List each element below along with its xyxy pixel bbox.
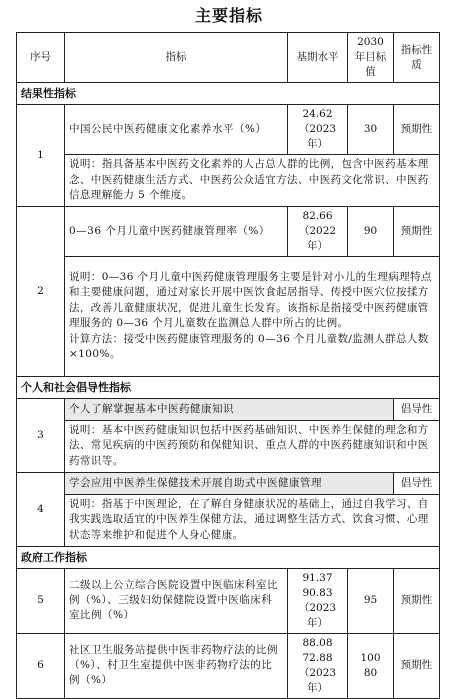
type-value: 倡导性 xyxy=(394,398,440,420)
note-row xyxy=(17,494,440,546)
row-number: 2 xyxy=(17,206,65,376)
row-number: 3 xyxy=(17,398,65,472)
type-value: 预期性 xyxy=(394,633,440,698)
page-title: 主要指标 xyxy=(194,6,263,25)
indicator-cell: 0—36 个月儿童中医药健康管理率（%） xyxy=(65,206,288,256)
table-row xyxy=(17,105,440,155)
section-row xyxy=(17,376,440,398)
type-value: 预期性 xyxy=(394,206,440,256)
section-label: 结果性指标 xyxy=(17,83,440,105)
base-value: 82.66 （2022 年） xyxy=(288,206,348,256)
note-row xyxy=(17,155,440,207)
header-indicator: 指标 xyxy=(65,33,288,83)
target-value: 95 xyxy=(348,568,394,633)
note-cell: 说明：基本中医药健康知识包括中医药基础知识、中医养生保健的理念和方法、常见疾病的中医药预防和保健知识、重点人群的中医药健康知识和中医药常识等。 xyxy=(65,420,440,472)
indicator-cell: 社区卫生服务站提供中医非药物疗法的比例（%）、村卫生室提供中医非药物疗法的比例（%） xyxy=(65,633,288,698)
header-base: 基期水平 xyxy=(288,33,348,83)
table-row xyxy=(17,398,440,420)
row-number: 5 xyxy=(17,568,65,633)
type-value: 预期性 xyxy=(394,105,440,155)
base-value: 88.08 72.88 （2023 年） xyxy=(288,633,348,698)
type-value: 预期性 xyxy=(394,568,440,633)
indicator-cell: 二级以上公立综合医院设置中医临床科室比例（%）、三级妇幼保健院设置中医临床科室比例（%） xyxy=(65,568,288,633)
target-value: 100 80 xyxy=(348,633,394,698)
indicators-table xyxy=(16,32,440,699)
row-number: 1 xyxy=(17,105,65,207)
table-header-row xyxy=(17,33,440,83)
table-row xyxy=(17,472,440,494)
table-row xyxy=(17,568,440,633)
section-row xyxy=(17,83,440,105)
header-target: 2030 年目标值 xyxy=(348,33,394,83)
base-value: 91.37 90.83 （2023 年） xyxy=(288,568,348,633)
target-value: 90 xyxy=(348,206,394,256)
target-value: 30 xyxy=(348,105,394,155)
indicator-cell: 个人了解掌握基本中医药健康知识 xyxy=(65,398,394,420)
header-type: 指标性质 xyxy=(394,33,440,83)
indicator-cell: 学会应用中医养生保健技术开展自助式中医健康管理 xyxy=(65,472,394,494)
base-value: 24.62 （2023 年） xyxy=(288,105,348,155)
note-row xyxy=(17,256,440,376)
row-number: 6 xyxy=(17,633,65,698)
note-cell xyxy=(65,256,440,376)
table-row xyxy=(17,206,440,256)
section-row xyxy=(17,546,440,568)
note-cell: 说明：指具备基本中医药文化素养的人占总人群的比例，包含中医药基本理念、中医药健康生活方式、中医药公众适宜方法、中医药文化常识、中医药信息理解能力 5 个维度。 xyxy=(65,155,440,207)
note-cell: 说明：指基于中医理论，在了解自身健康状况的基础上，通过自我学习、自我实践选取适宜的中医养生保健方法，通过调整生活方式、饮食习惯、心理状态等来维护和促进个人身心健康。 xyxy=(65,494,440,546)
section-label: 个人和社会倡导性指标 xyxy=(17,376,440,398)
section-label: 政府工作指标 xyxy=(17,546,440,568)
note-formula: 计算方法：接受中医药健康管理服务的 0—36 个月儿童数/监测人群总人数×100%。 xyxy=(69,332,429,360)
header-no: 序号 xyxy=(17,33,65,83)
type-value: 倡导性 xyxy=(394,472,440,494)
note-row xyxy=(17,420,440,472)
row-number: 4 xyxy=(17,472,65,546)
table-row xyxy=(17,633,440,698)
indicator-cell: 中国公民中医药健康文化素养水平（%） xyxy=(65,105,288,155)
note-text: 说明：0—36 个月儿童中医药健康管理服务主要是针对小儿的生理病理特点和主要健康问题，通过对家长开展中医饮食起居指导、传授中医穴位按揉方法，改善儿童健康状况，促进儿童生长发育。该指标是指接受中医药健康管理服务的 0—36 个月儿童数在监测总人群中所占的比例。 xyxy=(69,270,432,329)
